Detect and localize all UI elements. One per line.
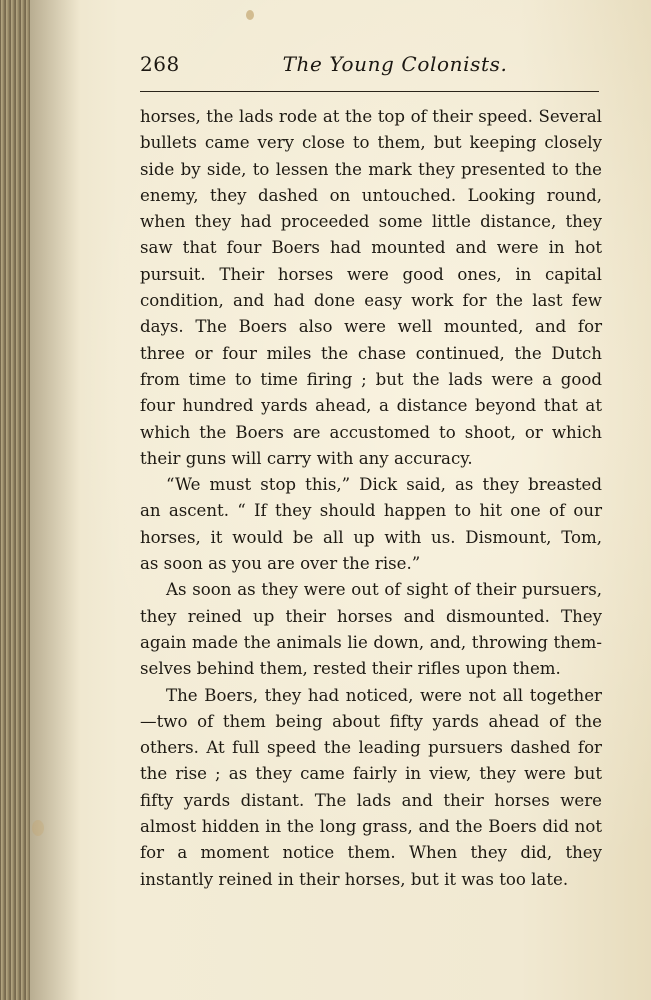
paragraph-line: As soon as they were out of sight of their pursuers, xyxy=(166,580,602,600)
paragraph-line: days. The Boers also were well mounted, and for xyxy=(140,317,602,337)
paragraph-line: bullets came very close to them, but keeping closely xyxy=(140,133,602,153)
paragraph-line: The Boers, they had noticed, were not all together xyxy=(166,685,602,705)
header-rule xyxy=(140,91,599,92)
paragraph-line: they reined up their horses and dismounted. They xyxy=(140,606,602,626)
paragraph-line: selves behind them, rested their rifles upon them. xyxy=(140,659,561,679)
ink-smudge xyxy=(246,10,254,20)
paragraph-line: condition, and had done easy work for the last few xyxy=(140,291,602,311)
paragraph-line: again made the animals lie down, and, throwing them- xyxy=(140,632,602,652)
paragraph-line: instantly reined in their horses, but it was too late. xyxy=(140,869,569,889)
paper-stain xyxy=(32,820,44,836)
paragraph-line: almost hidden in the long grass, and the Boers did not xyxy=(140,817,602,837)
paragraph-line: horses, it would be all up with us. Dismount, Tom, xyxy=(140,527,602,547)
paragraph-line: enemy, they dashed on untouched. Looking round, xyxy=(140,185,602,205)
paragraph-line: the rise ; as they came fairly in view, they were but xyxy=(140,764,602,784)
gutter-shadow xyxy=(30,0,80,1000)
paragraph-line: others. At full speed the leading pursuers dashed for xyxy=(140,738,602,758)
paragraph-line: four hundred yards ahead, a distance beyond that at xyxy=(140,396,602,416)
paragraph-line: from time to time firing ; but the lads were a good xyxy=(140,369,602,389)
page-header xyxy=(140,52,600,84)
paragraph-line: for a moment notice them. When they did, they xyxy=(140,843,602,863)
body-text xyxy=(140,104,602,893)
paragraph-line: “We must stop this,” Dick said, as they breasted xyxy=(166,475,602,495)
paragraph-line: three or four miles the chase continued, the Dutch xyxy=(140,343,602,363)
paragraph-line: which the Boers are accustomed to shoot, or which xyxy=(140,422,602,442)
page-number: 268 xyxy=(140,52,180,76)
paragraph-line: an ascent. “ If they should happen to hit one of our xyxy=(140,501,602,521)
paragraph-line: as soon as you are over the rise.” xyxy=(140,554,421,574)
paragraph-line: horses, the lads rode at the top of their speed. Several xyxy=(140,107,602,126)
book-binding-edge xyxy=(0,0,30,1000)
paragraph-line: side by side, to lessen the mark they presented to the xyxy=(140,159,602,179)
paragraph-line: when they had proceeded some little distance, they xyxy=(140,212,602,232)
paragraph-line: their guns will carry with any accuracy. xyxy=(140,448,473,468)
running-title: The Young Colonists. xyxy=(282,52,508,76)
paragraph-line: fifty yards distant. The lads and their horses were xyxy=(140,790,602,810)
paragraph-line: saw that four Boers had mounted and were in hot xyxy=(140,238,602,258)
paragraph-line: pursuit. Their horses were good ones, in capital xyxy=(140,264,602,284)
paragraph-line: —two of them being about fifty yards ahead of the xyxy=(140,711,602,731)
